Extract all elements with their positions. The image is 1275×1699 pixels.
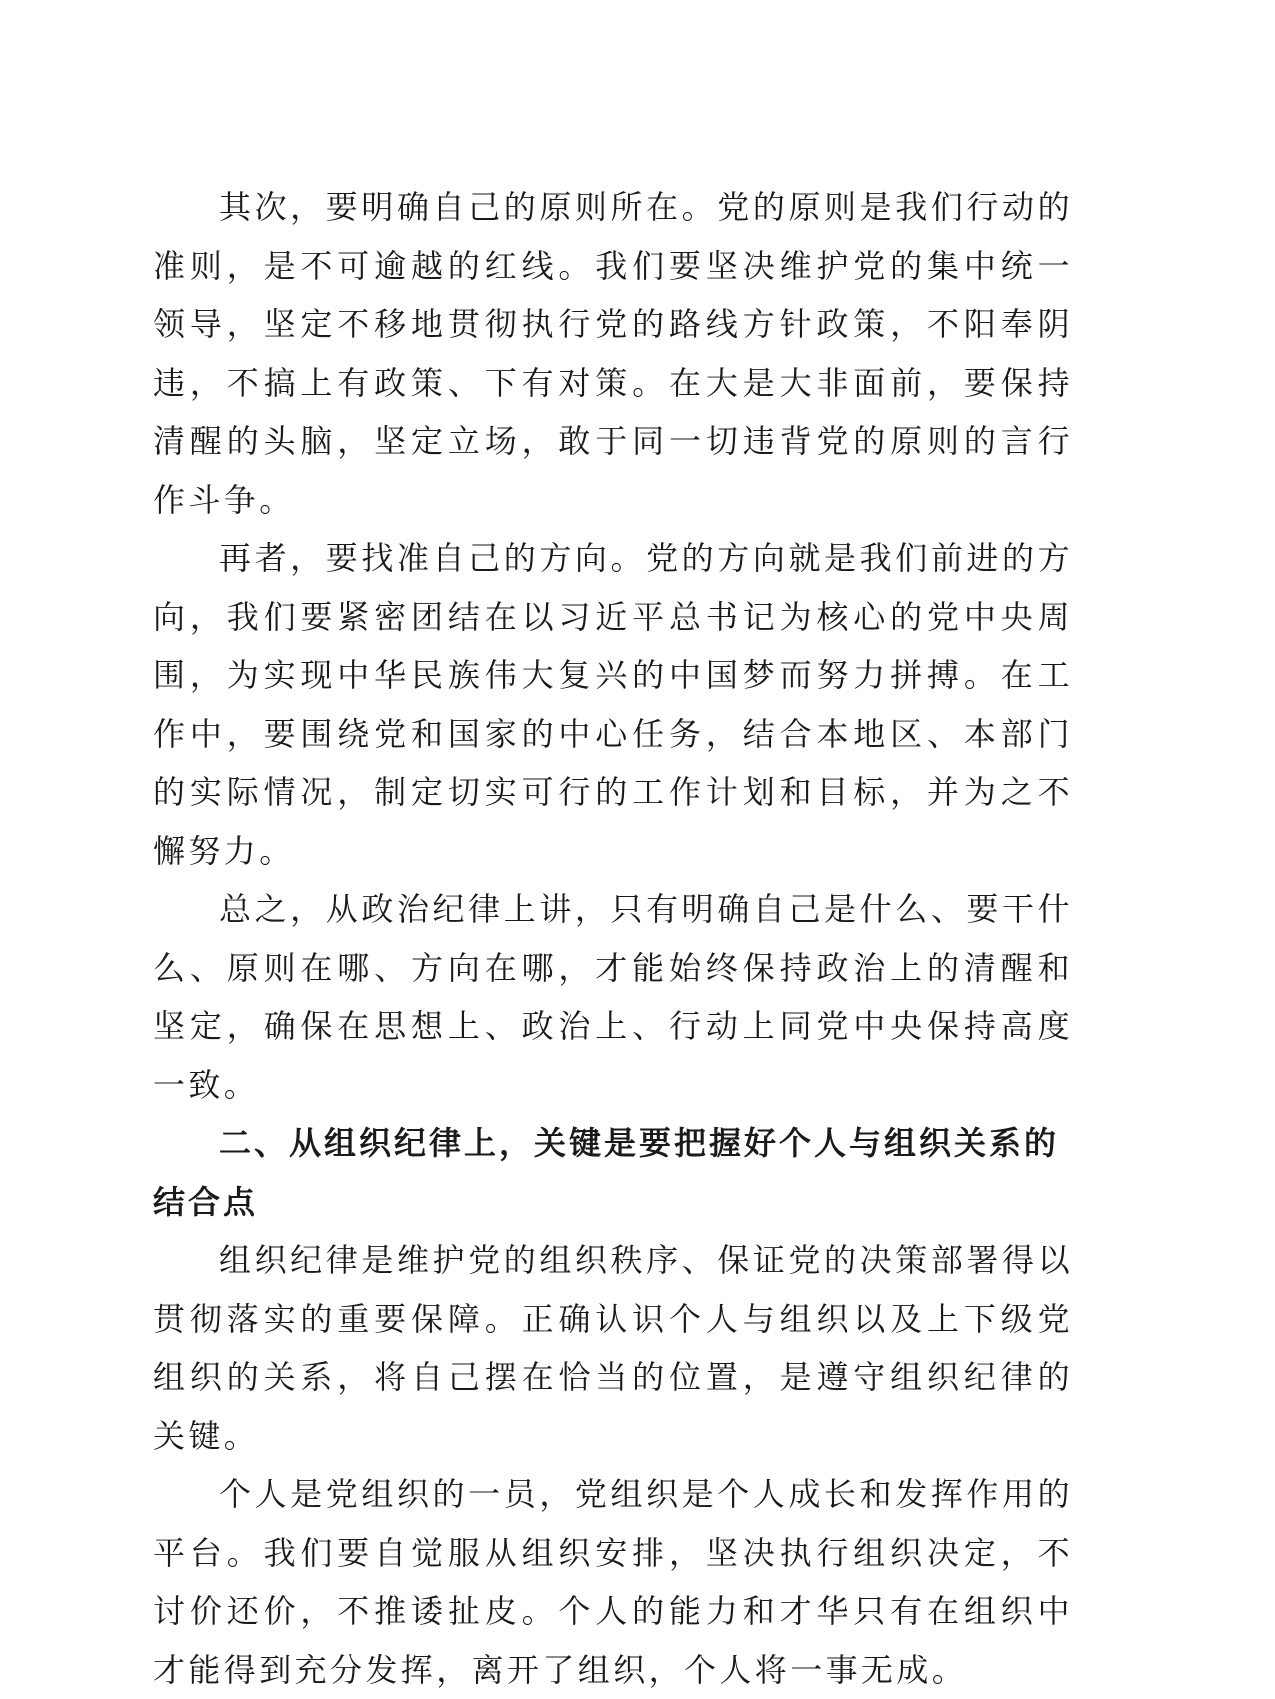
document-page bbox=[153, 178, 1073, 1699]
paragraph-organizational-discipline: 组织纪律是维护党的组织秩序、保证党的决策部署得以贯彻落实的重要保障。正确认识个人与组织以及上下级党组织的关系，将自己摆在恰当的位置，是遵守组织纪律的关键。 bbox=[153, 1241, 1073, 1455]
paragraph-principle: 其次，要明确自己的原则所在。党的原则是我们行动的准则，是不可逾越的红线。我们要坚决维护党的集中统一领导，坚定不移地贯彻执行党的路线方针政策，不阳奉阴违，不搞上有政策、下有对策。在大是大非面前，要保持清醒的头脑，坚定立场，敢于同一切违背党的原则的言行作斗争。 bbox=[153, 188, 1073, 519]
section-heading-organizational-discipline: 二、从组织纪律上，关键是要把握好个人与组织关系的结合点 bbox=[153, 1124, 1060, 1221]
paragraph-direction: 再者，要找准自己的方向。党的方向就是我们前进的方向，我们要紧密团结在以习近平总书记为核心的党中央周围，为实现中华民族伟大复兴的中国梦而努力拼搏。在工作中，要围绕党和国家的中心任务，结合本地区、本部门的实际情况，制定切实可行的工作计划和目标，并为之不懈努力。 bbox=[153, 539, 1073, 870]
paragraph-summary: 总之，从政治纪律上讲，只有明确自己是什么、要干什么、原则在哪、方向在哪，才能始终保持政治上的清醒和坚定，确保在思想上、政治上、行动上同党中央保持高度一致。 bbox=[153, 890, 1073, 1104]
paragraph-individual-and-organization: 个人是党组织的一员，党组织是个人成长和发挥作用的平台。我们要自觉服从组织安排，坚决执行组织决定，不讨价还价，不推诿扯皮。个人的能力和才华只有在组织中才能得到充分发挥，离开了组织，个人将一事无成。 bbox=[153, 1475, 1073, 1689]
